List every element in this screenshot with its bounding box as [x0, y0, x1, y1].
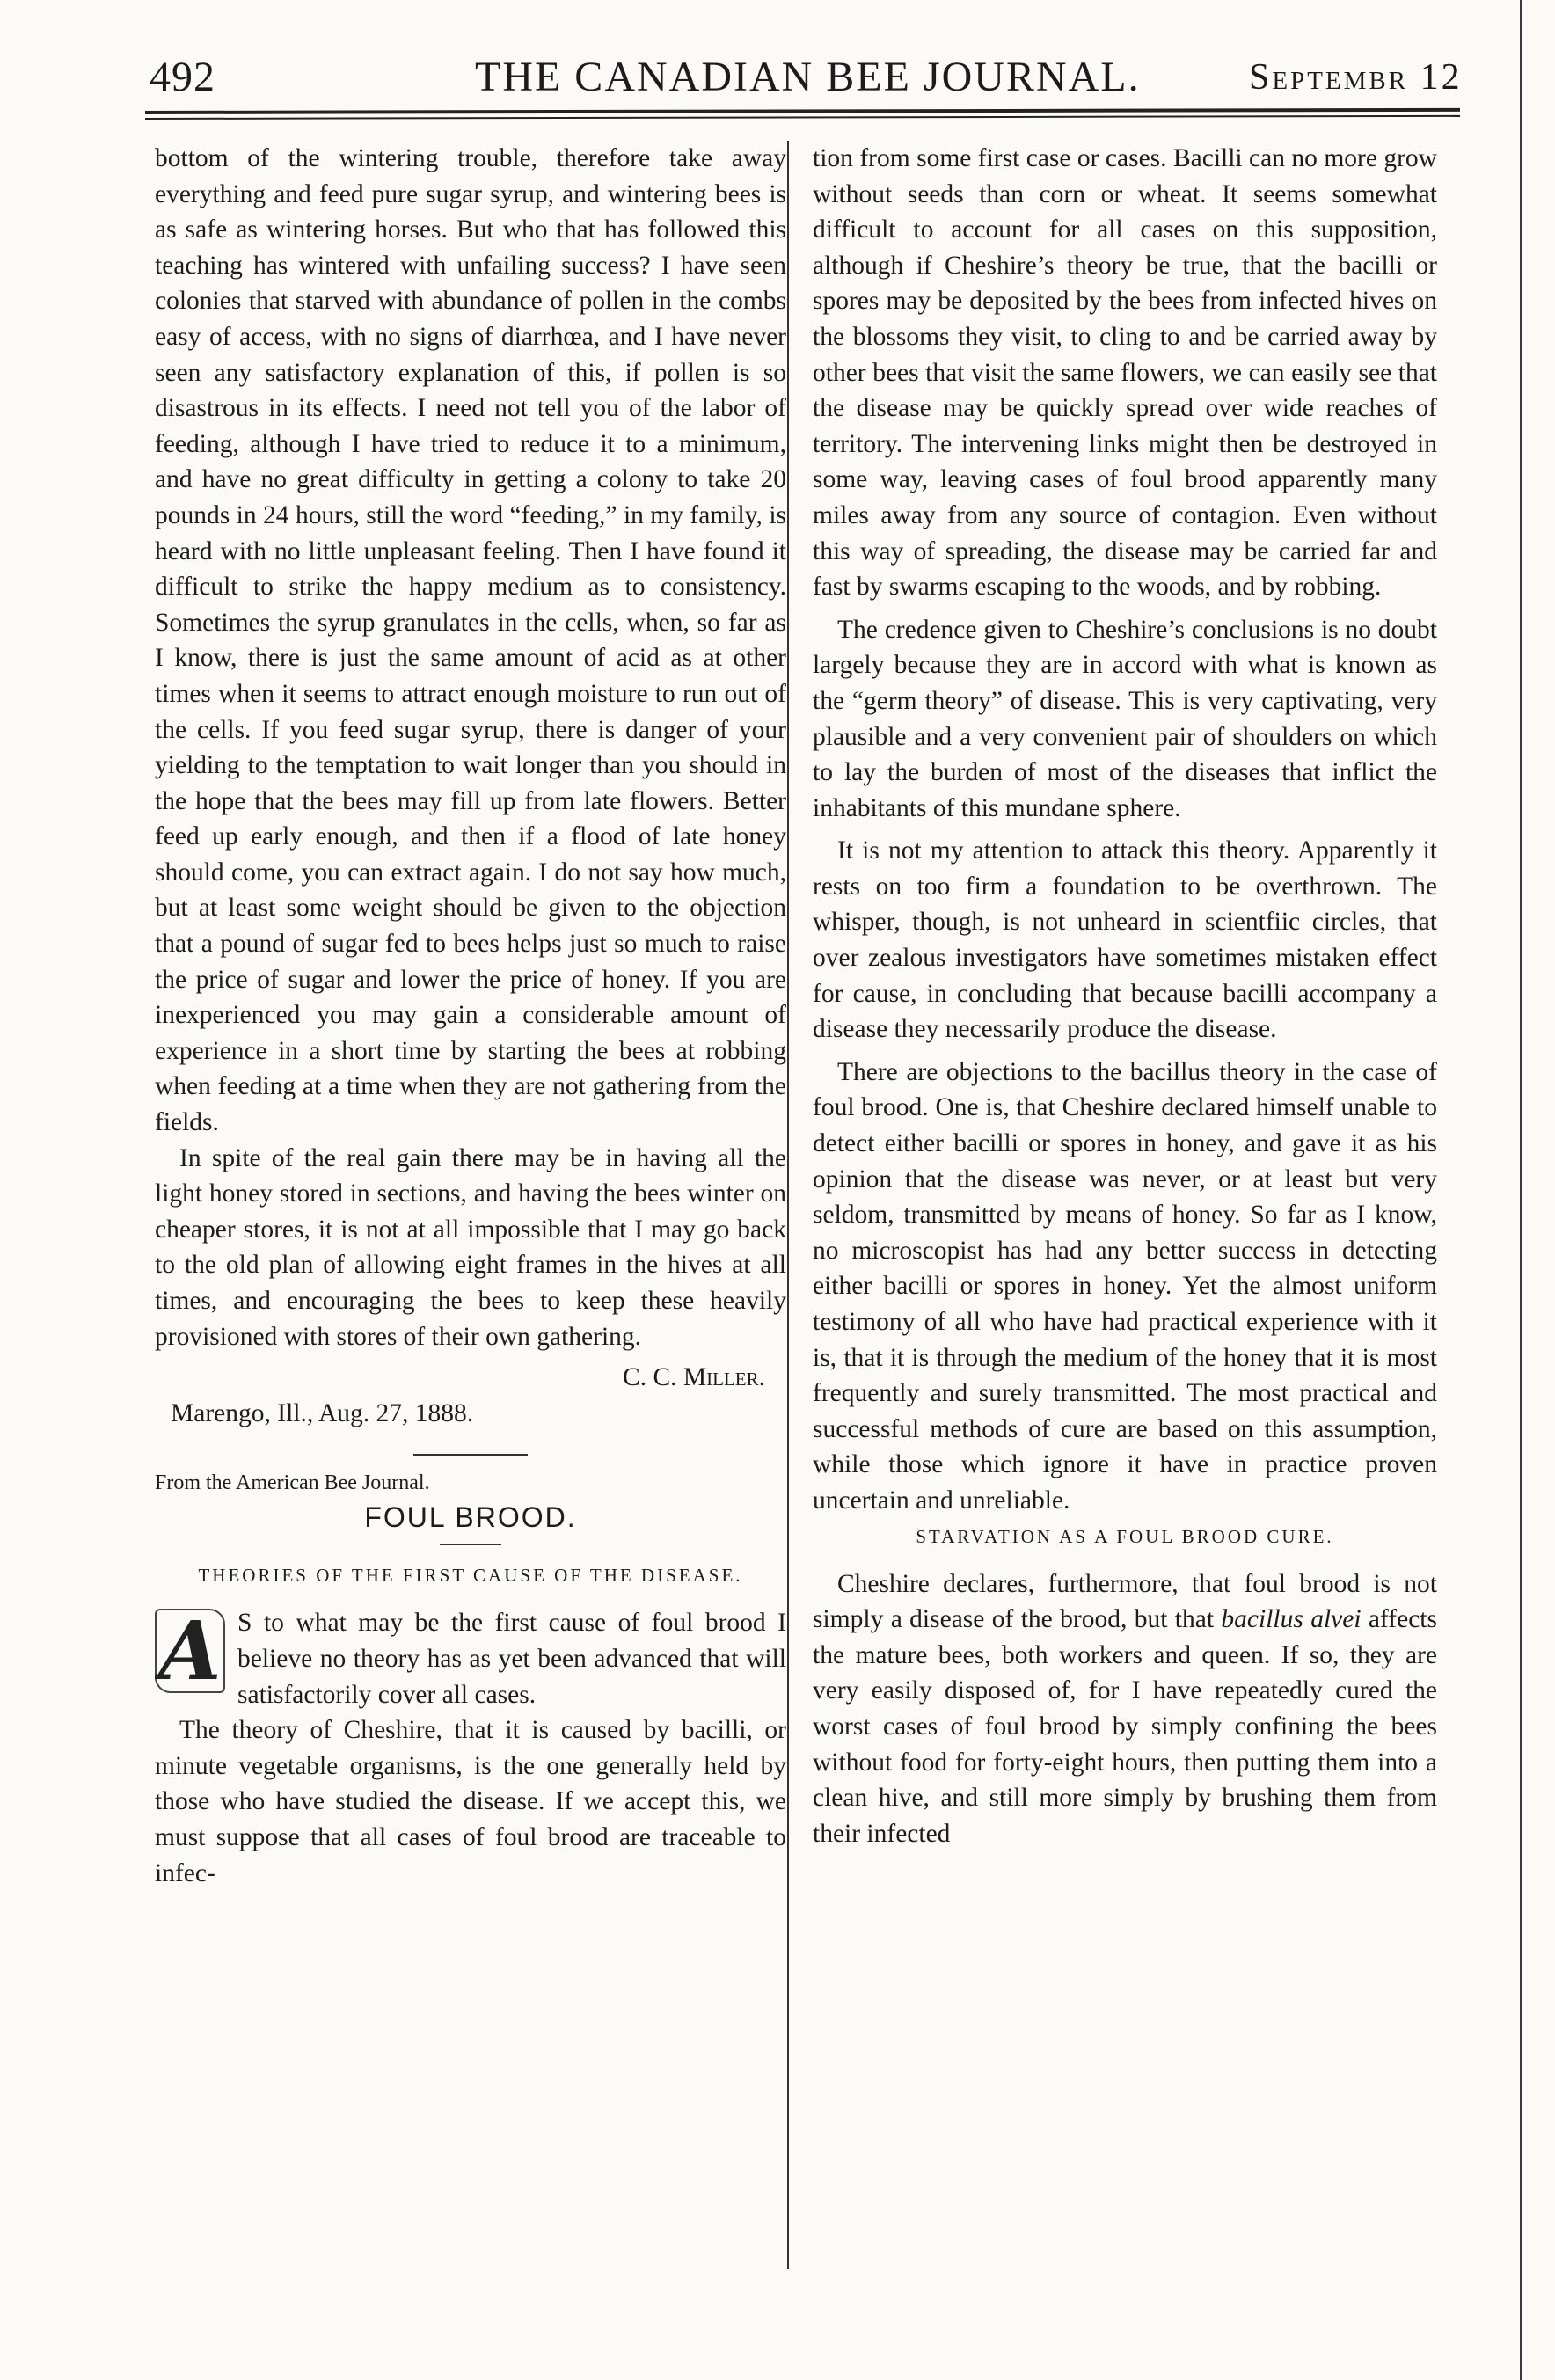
italic-term: bacillus alvei: [1221, 1605, 1362, 1634]
article-subtitle: THEORIES OF THE FIRST CAUSE OF THE DISEASE.: [198, 1565, 743, 1587]
signature-name: C. C. Miller.: [623, 1363, 765, 1392]
opening-paragraph: [155, 1605, 786, 1712]
paragraph: tion from some first case or cases. Bacilli can no more grow without seeds than corn or wheat. It seems somewhat difficult to account for all cases on this supposition, although if Cheshire’s theory be true, that the bacilli or spores may be deposited by the bees from infected hives on the blossoms they visit, to cling to and be carried away by other bees that visit the same flowers, we can easily see that the disease may be quickly spread over wide reaches of territory. The intervening links might then be destroyed in some way, leaving cases of foul brood apparently many miles away from any source of contagion. Even without this way of spreading, the disease may be carried far and fast by swarms escaping to the woods, and by robbing.: [813, 144, 1437, 602]
paragraph: It is not my attention to attack this theory. Apparently it rests on too firm a foundation to be overthrown. The whisper, though, is not unheard in scientfiic circles, that over zealous investigators have sometimes mistaken effect for cause, in concluding that because bacilli accompany a disease they necessarily produce the disease.: [813, 836, 1437, 1044]
header-rule: [145, 108, 1460, 114]
right-column: [813, 141, 1437, 1851]
page-edge: [1520, 0, 1522, 2380]
journal-title: THE CANADIAN BEE JOURNAL.: [475, 54, 1141, 100]
paragraph: In spite of the real gain there may be in having all the light honey stored in sections, and having the bees winter on cheaper stores, it is not at all impossible that I may go back to the old plan of allowing eight frames in the hives at all times, and encouraging the bees to keep these heavily provisioned with stores of their own gathering.: [155, 1143, 786, 1351]
section-divider: [413, 1454, 528, 1456]
paragraph: bottom of the wintering trouble, therefore take away everything and feed pure sugar syrup, and wintering bees is as safe as wintering horses. But who that has followed this teaching has wintered with unfailing success? I have seen colonies that starved with abundance of pollen in the combs easy of access, with no signs of diarrhœa, and I have never seen any satisfactory explanation of this, if pollen is so disastrous in its effects. I need not tell you of the labor of feeding, although I have tried to reduce it to a minimum, and have no great difficulty in getting a colony to take 20 pounds in 24 hours, still the word “feeding,” in my family, is heard with no little unpleasant feeling. Then I have found it difficult to strike the happy medium as to consistency. Sometimes the syrup granulates in the cells, when, so far as I know, there is just the same amount of acid as at other times when it seems to attract enough moisture to run out of the cells. If you feed sugar syrup, there is danger of your yielding to the temptation to wait longer than you should in the hope that the bees may fill up from late flowers. Better feed up early enough, and then if a flood of late honey should come, you can extract again. I do not say how much, but at least some weight should be given to the objection that a pound of sugar fed to bees helps just so much to raise the price of sugar and lower the price of honey. If you are inexperienced you may gain a considerable amount of experience in a short time by starting the bees at robbing when feeding at a time when they are not gathering from the fields.: [155, 144, 786, 1137]
section-subheading: STARVATION AS A FOUL BROOD CURE.: [916, 1525, 1334, 1547]
paragraph: [813, 1566, 1437, 1852]
page-number: 492: [150, 54, 215, 100]
article-title: FOUL BROOD.: [364, 1501, 577, 1534]
paragraph: There are objections to the bacillus theory in the case of foul brood. One is, that Cheshire declared himself unable to detect either bacilli or spores in honey, and gave it as his opinion that the disease was never, or at least but very seldom, transmitted by means of honey. So far as I know, no microscopist has had any better success in detecting either bacilli or spores in honey. Yet the almost uniform testimony of all who have had practical experience with it is, that it is through the medium of the honey that it is most frequently and surely transmitted. The most practical and successful methods of cure are based on this assumption, while those which ignore it have in practice proven uncertain and unreliable.: [813, 1057, 1437, 1515]
column-divider: [787, 141, 789, 2269]
paragraph: The theory of Cheshire, that it is caused by bacilli, or minute vegetable organisms, is the one generally held by those who have studied the disease. If we accept this, we must suppose that all cases of foul brood are traceable to infec-: [155, 1716, 786, 1887]
issue-date: Septembr 12: [1249, 57, 1463, 98]
signature-place: Marengo, Ill., Aug. 27, 1888.: [171, 1398, 474, 1427]
drop-cap: A: [155, 1609, 225, 1693]
text-run: affects the mature bees, both workers and queen. If so, they are very easily disposed of, for I have repeatedly cured the worst cases of foul brood by simply confining the bees without food for forty-eight hours, then putting them into a clean hive, and still more simply by brushing them from their infected: [813, 1605, 1437, 1848]
title-rule: [440, 1544, 501, 1545]
header-rule-thin: [145, 115, 1460, 120]
text-run: Cheshire declares, furthermore, that foul brood is not simply a disease of the brood, but that: [813, 1569, 1437, 1634]
source-credit: From the American Bee Journal.: [155, 1471, 430, 1495]
paragraph: S to what may be the first cause of foul brood I believe no theory has as yet been advanced that will satisfactorily cover all cases.: [237, 1609, 786, 1709]
paragraph: The credence given to Cheshire’s conclusions is no doubt largely because they are in accord with what is known as the “germ theory” of disease. This is very captivating, very plausible and a very convenient pair of shoulders on which to lay the burden of most of the diseases that inflict the inhabitants of this mundane sphere.: [813, 615, 1437, 822]
left-column: [155, 141, 786, 1891]
